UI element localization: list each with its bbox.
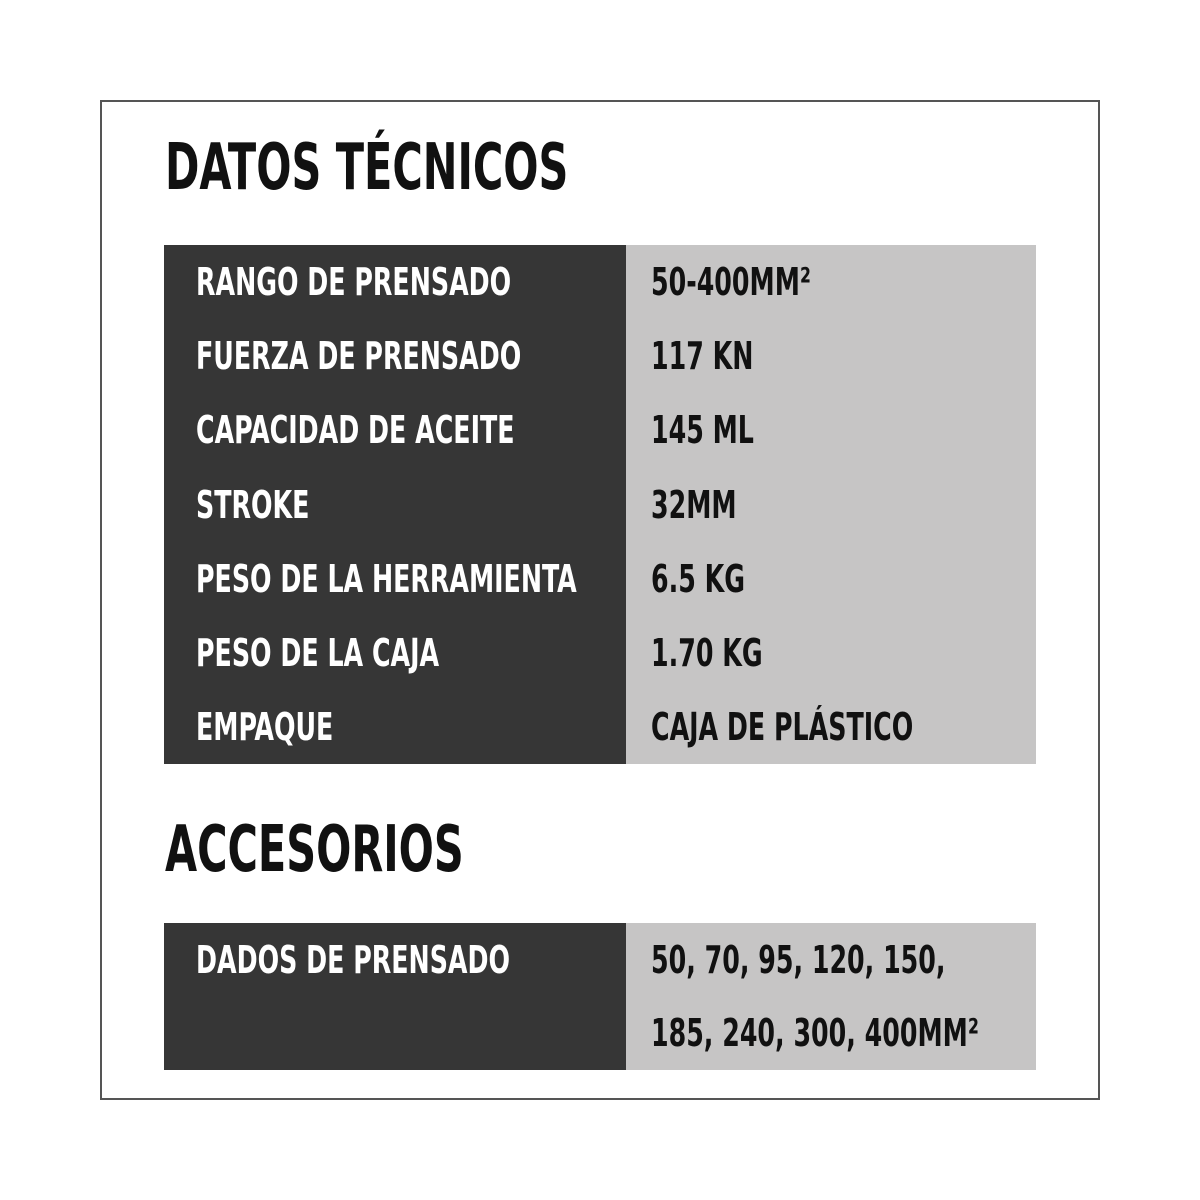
spec-value: 145 ML	[651, 408, 754, 453]
spec-label: PESO DE LA HERRAMIENTA	[196, 556, 577, 601]
spec-label: PESO DE LA CAJA	[196, 631, 440, 676]
spec-value: 50-400MM²	[651, 260, 811, 305]
spec-value: 1.70 KG	[651, 631, 763, 676]
spec-value: 32MM	[651, 482, 737, 527]
specs-table	[164, 245, 1036, 764]
accessories-table	[164, 923, 1036, 1070]
spec-label: FUERZA DE PRENSADO	[196, 334, 522, 379]
spec-label: CAPACIDAD DE ACEITE	[196, 408, 515, 453]
spec-value: 6.5 KG	[651, 556, 745, 601]
specs-value-column	[626, 245, 1036, 764]
accessories-label-column	[164, 923, 626, 1070]
spec-value: CAJA DE PLÁSTICO	[651, 705, 914, 750]
accessory-label: DADOS DE PRENSADO	[196, 937, 511, 982]
spec-label: RANGO DE PRENSADO	[196, 260, 512, 305]
spec-value: 117 KN	[651, 334, 754, 379]
section-title-accesorios: ACCESORIOS	[165, 813, 464, 887]
section-title-datos-tecnicos: DATOS TÉCNICOS	[165, 131, 569, 205]
spec-label: EMPAQUE	[196, 705, 334, 750]
accessories-value-column	[626, 923, 1036, 1070]
specs-label-column	[164, 245, 626, 764]
spec-label: STROKE	[196, 482, 310, 527]
accessory-value-line: 185, 240, 300, 400MM²	[651, 1011, 979, 1056]
accessory-value-line: 50, 70, 95, 120, 150,	[651, 937, 946, 982]
